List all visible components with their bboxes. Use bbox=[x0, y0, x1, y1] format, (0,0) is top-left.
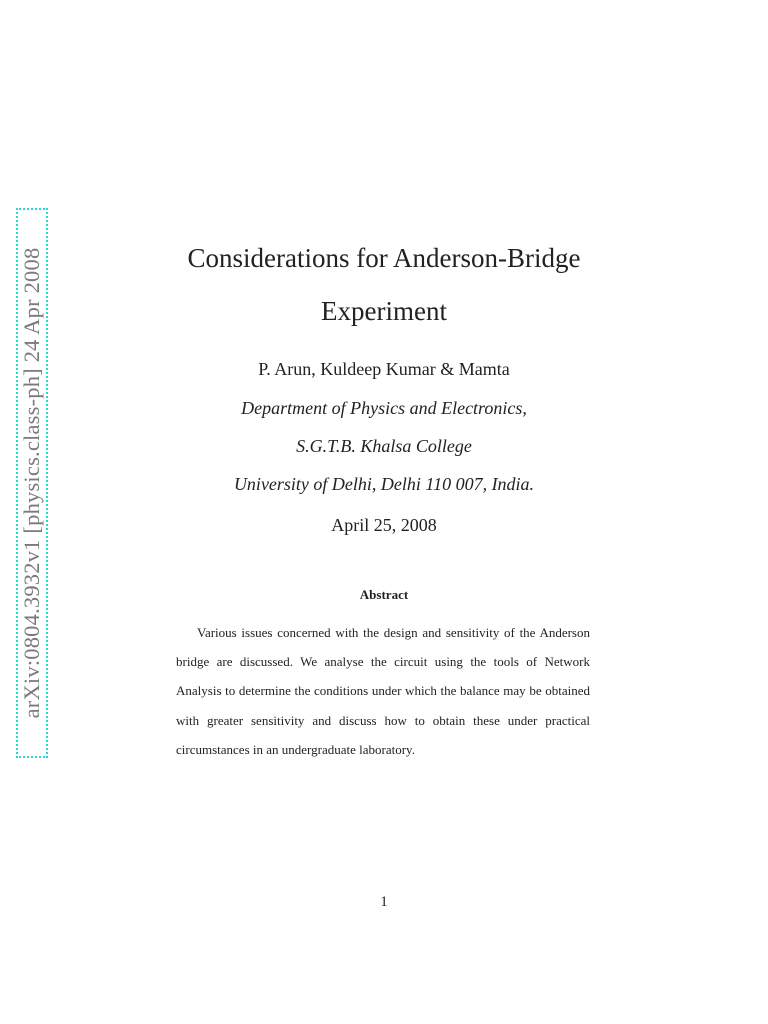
arxiv-identifier: arXiv:0804.3932v1 [physics.class-ph] 24 Apr 2008 bbox=[19, 247, 44, 719]
title-line-1: Considerations for Anderson-Bridge bbox=[187, 243, 581, 273]
title-line-2: Experiment bbox=[321, 296, 447, 326]
affiliation-university: University of Delhi, Delhi 110 007, India. bbox=[233, 474, 535, 494]
abstract-heading: Abstract bbox=[359, 587, 409, 602]
page-number: 1 bbox=[380, 894, 388, 910]
paper-title bbox=[0, 232, 768, 338]
affiliation-college: S.G.T.B. Khalsa College bbox=[296, 436, 472, 456]
abstract-body: Various issues concerned with the design and sensitivity of the Anderson bridge are discussed. We analyse the circuit using the tools of Network Analysis to determine the conditions under which the balance may be obtained with greater sensitivity and discuss how to obtain these under practical circumstances in an undergraduate laboratory. bbox=[176, 625, 590, 757]
authors: P. Arun, Kuldeep Kumar & Mamta bbox=[258, 359, 510, 379]
affiliation-department: Department of Physics and Electronics, bbox=[241, 398, 527, 418]
paper-date: April 25, 2008 bbox=[331, 515, 437, 535]
